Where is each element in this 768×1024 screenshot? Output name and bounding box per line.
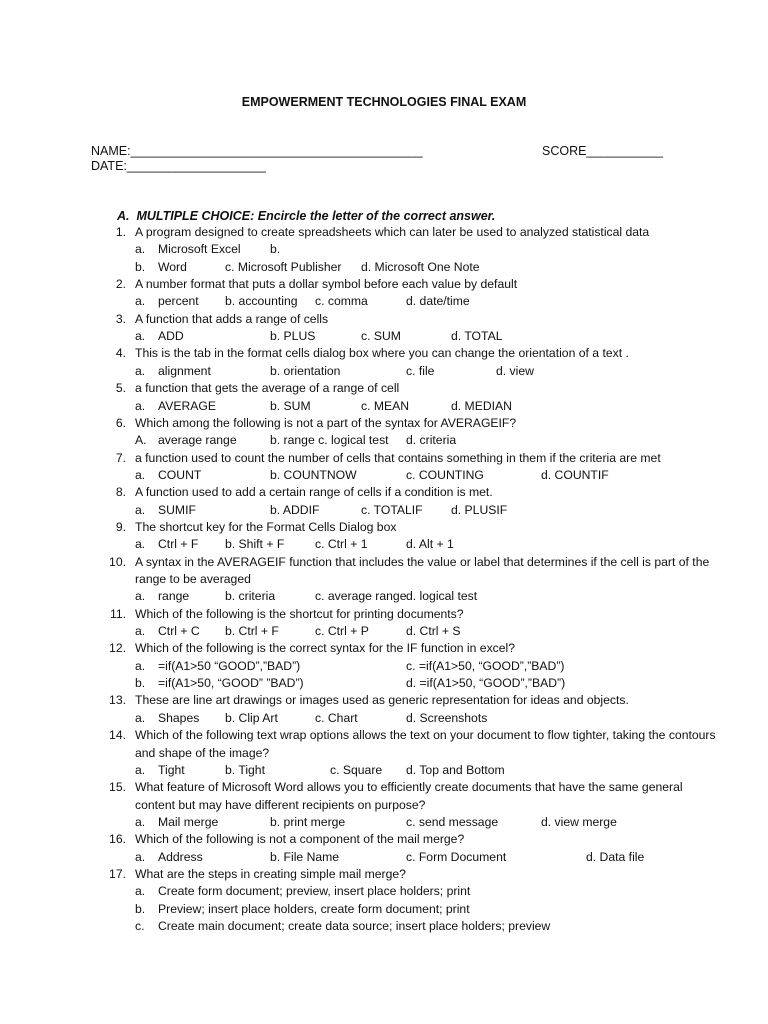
question-text: A function used to add a certain range of cells if a condition is met. (135, 485, 493, 500)
choice-option[interactable]: c. MEAN (361, 398, 410, 413)
choice-option[interactable]: c. file (406, 363, 435, 378)
question-text: Which of the following is not a component of the mail merge? (135, 832, 465, 847)
choice-letter[interactable]: a. (135, 710, 146, 725)
choice-option[interactable]: =if(A1>50 “GOOD”,”BAD”) (158, 658, 301, 673)
choice-letter[interactable]: b. (135, 676, 146, 691)
question-text: A program designed to create spreadsheets which can later be used to analyzed statistical data (135, 225, 650, 239)
question-number: 10. (109, 554, 126, 569)
choice-letter[interactable]: c. (135, 919, 145, 933)
choice-option[interactable]: Preview; insert place holders, create form document; print (158, 901, 470, 916)
choice-option[interactable]: b. SUM (270, 398, 311, 413)
choice-letter[interactable]: a. (135, 589, 146, 604)
choice-option[interactable]: percent (158, 294, 199, 309)
choice-option[interactable]: c. Microsoft Publisher (225, 259, 342, 274)
choice-option[interactable]: d. Screenshots (406, 710, 488, 725)
question-number: 14. (109, 728, 126, 743)
choice-option[interactable]: Create main document; create data source; insert place holders; preview (158, 919, 551, 933)
question-text: Which among the following is not a part of the syntax for AVERAGEIF? (135, 415, 517, 430)
choice-option[interactable]: d. Top and Bottom (406, 762, 505, 777)
question-number: 6. (115, 415, 126, 430)
choice-option[interactable]: c. Square (330, 762, 383, 777)
choice-option[interactable]: SUMIF (158, 502, 196, 517)
choice-option[interactable]: c. Ctrl + P (315, 624, 369, 639)
choice-option[interactable]: Create form document; preview, insert place holders; print (158, 884, 471, 899)
choice-option[interactable]: b. File Name (270, 849, 340, 864)
choice-option[interactable]: d. Alt + 1 (406, 537, 454, 552)
choice-letter[interactable]: A. (135, 433, 147, 448)
choice-option[interactable]: b. accounting (225, 294, 298, 309)
question-number: 12. (109, 641, 126, 656)
choice-option[interactable]: d. Data file (586, 849, 645, 864)
question-number: 13. (109, 693, 126, 708)
choice-letter[interactable]: a. (135, 762, 146, 777)
choice-option[interactable]: b. COUNTNOW (270, 467, 357, 482)
question-number: 5. (115, 381, 126, 396)
question-text: This is the tab in the format cells dialog box where you can change the orientation of a text . (135, 346, 629, 361)
section-letter: A. (117, 209, 130, 223)
question-number: 3. (115, 311, 126, 326)
question-text: a function that gets the average of a range of cell (135, 381, 400, 396)
question-text: The shortcut key for the Format Cells Dialog box (135, 519, 397, 534)
choice-letter[interactable]: a. (135, 814, 146, 829)
choice-option[interactable]: b. ADDIF (270, 502, 320, 517)
choice-letter[interactable]: b. (135, 259, 146, 274)
choice-option[interactable]: Tight (158, 762, 185, 777)
choice-option[interactable]: d. PLUSIF (451, 502, 508, 517)
choice-letter[interactable]: a. (135, 294, 146, 309)
choice-option[interactable]: Word (158, 259, 187, 274)
choice-option[interactable]: d. date/time (406, 294, 470, 309)
section-a-heading (117, 209, 495, 223)
choice-option[interactable]: d. view merge (541, 814, 617, 829)
choice-letter[interactable]: a. (135, 537, 146, 552)
choice-option[interactable]: d. MEDIAN (451, 398, 512, 413)
choice-option[interactable]: b. PLUS (270, 329, 316, 344)
date-field-label: DATE:____________________ (91, 159, 266, 173)
choice-option[interactable]: d. COUNTIF (541, 467, 609, 482)
choice-option[interactable]: c. average range (315, 589, 407, 604)
question-text: Which of the following text wrap options allows the text on your document to flow tighter, taking the contours (135, 728, 716, 743)
choice-option[interactable]: b. Clip Art (225, 710, 278, 725)
question-text: What feature of Microsoft Word allows you to efficiently create documents that have the same general (135, 780, 683, 795)
choice-option[interactable]: d. Microsoft One Note (361, 259, 480, 274)
choice-option[interactable]: c. TOTALIF (361, 502, 423, 517)
score-field-label: SCORE___________ (542, 144, 663, 158)
choice-option[interactable]: b. range c. logical test (270, 433, 389, 448)
choice-option[interactable]: d. Ctrl + S (406, 624, 461, 639)
choice-letter[interactable]: a. (135, 624, 146, 639)
choice-option[interactable]: range (158, 589, 190, 604)
choice-option[interactable]: b. orientation (270, 363, 341, 378)
choice-option[interactable]: d. view (496, 363, 534, 378)
choice-option[interactable]: c. send message (406, 814, 499, 829)
question-text: a function used to count the number of cells that contains something in them if the criteria are met (135, 450, 661, 465)
choice-option[interactable]: COUNT (158, 467, 202, 482)
choice-option[interactable]: average range (158, 433, 237, 448)
question-text: range to be averaged (135, 572, 251, 586)
choice-letter[interactable]: a. (135, 658, 146, 673)
choice-option[interactable]: b. Shift + F (225, 537, 285, 552)
question-text: These are line art drawings or images used as generic representation for ideas and objects. (135, 693, 629, 708)
question-number: 17. (109, 866, 126, 881)
question-number: 15. (109, 780, 126, 795)
choice-letter[interactable]: a. (135, 329, 146, 344)
choice-option[interactable]: c. Chart (315, 710, 358, 725)
section-instructions: MULTIPLE CHOICE: Encircle the letter of the correct answer. (136, 209, 496, 223)
choice-option[interactable]: Microsoft Excel (158, 242, 241, 257)
question-number: 8. (115, 485, 126, 500)
choice-option[interactable]: b. (270, 242, 281, 257)
choice-option[interactable]: d. TOTAL (451, 329, 503, 344)
question-text: Which of the following is the correct syntax for the IF function in excel? (135, 641, 516, 656)
choice-letter[interactable]: a. (135, 467, 146, 482)
choice-option[interactable]: c. Ctrl + 1 (315, 537, 368, 552)
choice-option[interactable]: c. comma (315, 294, 368, 309)
question-text: A syntax in the AVERAGEIF function that includes the value or label that determines if the cell is part of the (135, 554, 710, 569)
name-field-label: NAME:__________________________________________ (91, 144, 423, 158)
choice-letter[interactable]: a. (135, 398, 146, 413)
choice-option[interactable]: c. SUM (361, 329, 401, 344)
choice-option[interactable]: d. logical test (406, 589, 478, 604)
choice-letter[interactable]: a. (135, 849, 146, 864)
choice-option[interactable]: Address (158, 849, 203, 864)
choice-option[interactable]: ADD (158, 329, 184, 344)
question-number: 9. (115, 519, 126, 534)
question-text: A number format that puts a dollar symbol before each value by default (135, 277, 518, 292)
question-number: 1. (115, 225, 126, 239)
choice-option[interactable]: c. COUNTING (406, 467, 484, 482)
choice-option[interactable]: AVERAGE (158, 398, 217, 413)
choice-option[interactable]: Ctrl + C (158, 624, 200, 639)
choice-option[interactable]: Ctrl + F (158, 537, 199, 552)
choice-letter[interactable]: a. (135, 242, 146, 257)
choice-option[interactable]: Shapes (158, 710, 200, 725)
choice-option[interactable]: b. print merge (270, 814, 346, 829)
question-number: 4. (115, 346, 126, 361)
choice-letter[interactable]: a. (135, 363, 146, 378)
choice-option[interactable]: Mail merge (158, 814, 219, 829)
question-number: 2. (115, 277, 126, 292)
choice-option[interactable]: b. criteria (225, 589, 276, 604)
question-text: A function that adds a range of cells (135, 311, 329, 326)
choice-option[interactable]: d. =if(A1>50, “GOOD”,”BAD”) (406, 676, 566, 691)
choice-option[interactable]: =if(A1>50, “GOOD” ”BAD”) (158, 676, 304, 691)
question-text: content but may have different recipients on purpose? (135, 797, 426, 812)
choice-option[interactable]: b. Ctrl + F (225, 624, 279, 639)
choice-letter[interactable]: a. (135, 884, 146, 899)
choice-option[interactable]: d. criteria (406, 433, 457, 448)
choice-option[interactable]: alignment (158, 363, 211, 378)
choice-option[interactable]: b. Tight (225, 762, 265, 777)
choice-option[interactable]: c. Form Document (406, 849, 507, 864)
choice-option[interactable]: c. =if(A1>50, “GOOD”,”BAD”) (406, 658, 565, 673)
question-number: 7. (115, 450, 126, 465)
question-number: 16. (109, 832, 126, 847)
choice-letter[interactable]: b. (135, 901, 146, 916)
choice-letter[interactable]: a. (135, 502, 146, 517)
question-text: What are the steps in creating simple mail merge? (135, 866, 406, 881)
question-text: Which of the following is the shortcut for printing documents? (135, 606, 464, 621)
question-text: and shape of the image? (135, 745, 270, 760)
exam-title: EMPOWERMENT TECHNOLOGIES FINAL EXAM (241, 95, 527, 109)
question-number: 11. (109, 606, 126, 621)
